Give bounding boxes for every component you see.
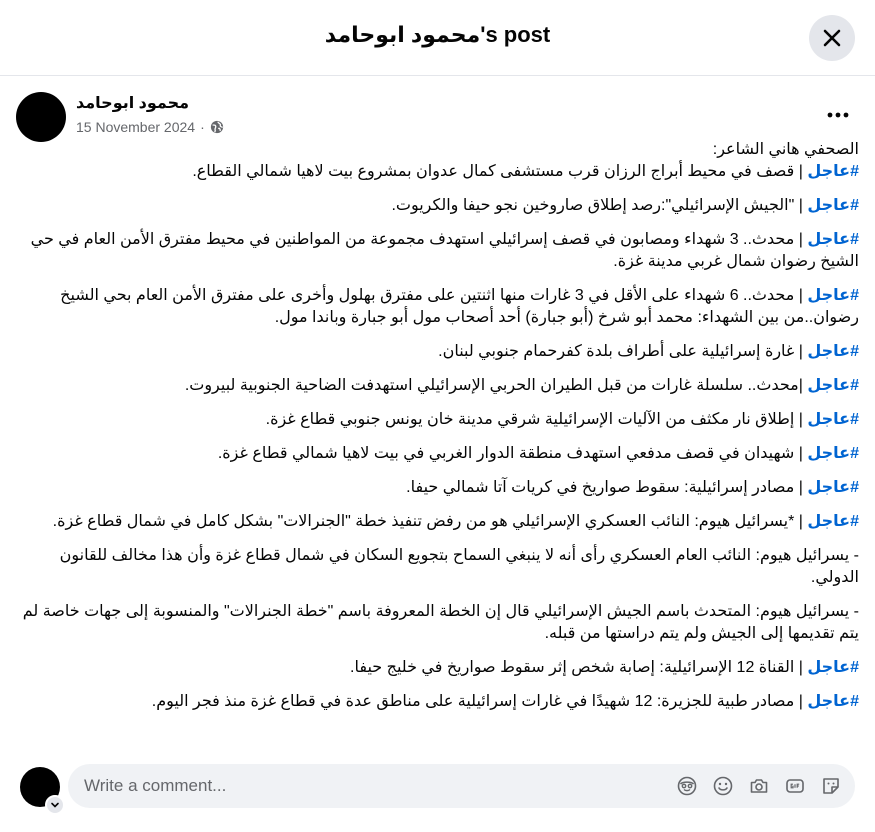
sticker-button[interactable] <box>819 774 843 798</box>
chevron-down-icon <box>50 800 60 810</box>
hashtag-link[interactable]: #عاجل <box>807 287 859 304</box>
paragraph-text: | مصادر إسرائيلية: سقوط صواريخ في كريات آتا شمالي حيفا. <box>406 479 808 496</box>
hashtag-link[interactable]: #عاجل <box>807 163 859 180</box>
emoji-button[interactable] <box>711 774 735 798</box>
photo-button[interactable] <box>747 774 771 798</box>
paragraph-text: | القناة 12 الإسرائيلية: إصابة شخص إثر سقوط صواريخ في خليج حيفا. <box>350 659 808 676</box>
hashtag-link[interactable]: #عاجل <box>807 659 859 676</box>
page-title: محمود ابوحامد's post <box>324 22 551 47</box>
paragraph-text: | قصف في محيط أبراج الرزان قرب مستشفى كمال عدوان بمشروع بيت لاهيا شمالي القطاع. <box>192 163 808 180</box>
gif-button[interactable] <box>783 774 807 798</box>
post-paragraph <box>16 511 859 533</box>
paragraph-text: | محدث.. 3 شهداء ومصابون في قصف إسرائيلي استهدف مجموعة من المواطنين في محيط مفترق الأمن العام في حي الشيخ رضوان شمال غربي مدينة غزة. <box>30 231 859 270</box>
hashtag-link[interactable]: #عاجل <box>807 445 859 462</box>
post-paragraph <box>16 477 859 499</box>
close-icon <box>822 28 842 48</box>
post-meta <box>76 119 224 135</box>
post-paragraph <box>16 443 859 465</box>
hashtag-link[interactable]: #عاجل <box>807 377 859 394</box>
post-paragraph <box>16 229 859 273</box>
author-avatar[interactable] <box>16 92 66 142</box>
sticker-icon <box>821 776 841 796</box>
post-paragraph <box>16 161 859 183</box>
paragraph-text: - يسرائيل هيوم: المتحدث باسم الجيش الإسرائيلي قال إن الخطة المعروفة باسم "خطة الجنرالات" والمنسوبة إلى جهات خاصة لم يتم تقديمها إلى الجيش ولم يتم دراستها من قبله. <box>22 603 859 642</box>
hashtag-link[interactable]: #عاجل <box>807 197 859 214</box>
post-intro: الصحفي هاني الشاعر: <box>712 141 859 158</box>
hashtag-link[interactable]: #عاجل <box>807 231 859 248</box>
hashtag-link[interactable]: #عاجل <box>807 411 859 428</box>
paragraph-text: | محدث.. 6 شهداء على الأقل في 3 غارات منها اثنتين على مفترق بهلول وأخرى على مفترق الأمن العام بحي الشيخ رضوان..من بين الشهداء: محمد أبو شرخ (أبو جبارة) أحد أصحاب مول أبو جبارة وباندا مول. <box>60 287 859 326</box>
post-paragraph <box>16 285 859 329</box>
paragraph-text: | إطلاق نار مكثف من الآليات الإسرائيلية شرقي مدينة خان يونس جنوبي قطاع غزة. <box>265 411 808 428</box>
post-date[interactable]: 15 November 2024 <box>76 119 196 135</box>
comment-composer <box>0 747 875 832</box>
paragraph-text: | "الجيش الإسرائيلي":رصد إطلاق صاروخين نجو حيفا والكريوت. <box>391 197 808 214</box>
comment-input[interactable] <box>82 775 676 797</box>
hashtag-link[interactable]: #عاجل <box>807 693 859 710</box>
post-paragraph <box>16 375 859 397</box>
author-name[interactable]: محمود ابوحامد <box>76 95 190 112</box>
avatar-sticker-button[interactable] <box>675 774 699 798</box>
post-paragraph <box>16 409 859 431</box>
post-text <box>16 139 859 725</box>
comment-box[interactable] <box>68 764 855 808</box>
gif-icon <box>785 776 805 796</box>
post-paragraph <box>16 341 859 363</box>
camera-icon <box>749 776 769 796</box>
hashtag-link[interactable]: #عاجل <box>807 343 859 360</box>
post-paragraph <box>16 195 859 217</box>
post-paragraph <box>16 601 859 645</box>
post-paragraph <box>16 691 859 713</box>
paragraph-text: | مصادر طبية للجزيرة: 12 شهيدًا في غارات إسرائيلية على مناطق عدة في قطاع غزة منذ فجر اليوم. <box>151 693 808 710</box>
paragraph-text: | غارة إسرائيلية على أطراف بلدة كفرحمام جنوبي لبنان. <box>438 343 808 360</box>
globe-icon[interactable] <box>210 120 224 134</box>
post-paragraph <box>16 657 859 679</box>
post <box>0 77 875 747</box>
profile-switcher[interactable] <box>45 795 65 815</box>
paragraph-text: | شهيدان في قصف مدفعي استهدف منطقة الدوار الغربي في بيت لاهيا شمالي قطاع غزة. <box>217 445 808 462</box>
paragraph-text: | *يسرائيل هيوم: النائب العسكري الإسرائيلي هو من رفض تنفيذ خطة "الجنرالات" بشكل كامل في شمال قطاع غزة. <box>52 513 808 530</box>
comment-actions <box>675 774 843 798</box>
post-paragraph <box>16 545 859 589</box>
paragraph-text: - يسرائيل هيوم: النائب العام العسكري رأى أنه لا ينبغي السماح بتجويع السكان في شمال قطاع غزة وأن هذا مخالف للقانون الدولي. <box>59 547 859 586</box>
dialog-header <box>0 0 875 76</box>
hashtag-link[interactable]: #عاجل <box>807 513 859 530</box>
meta-separator: · <box>200 119 205 135</box>
hashtag-link[interactable]: #عاجل <box>807 479 859 496</box>
paragraph-text: |محدث.. سلسلة غارات من قبل الطيران الحربي الإسرائيلي استهدفت الضاحية الجنوبية لبيروت. <box>184 377 808 394</box>
more-icon <box>827 112 849 118</box>
more-options-button[interactable] <box>820 101 856 129</box>
avatar-sticker-icon <box>677 776 697 796</box>
emoji-icon <box>713 776 733 796</box>
close-button[interactable] <box>809 15 855 61</box>
